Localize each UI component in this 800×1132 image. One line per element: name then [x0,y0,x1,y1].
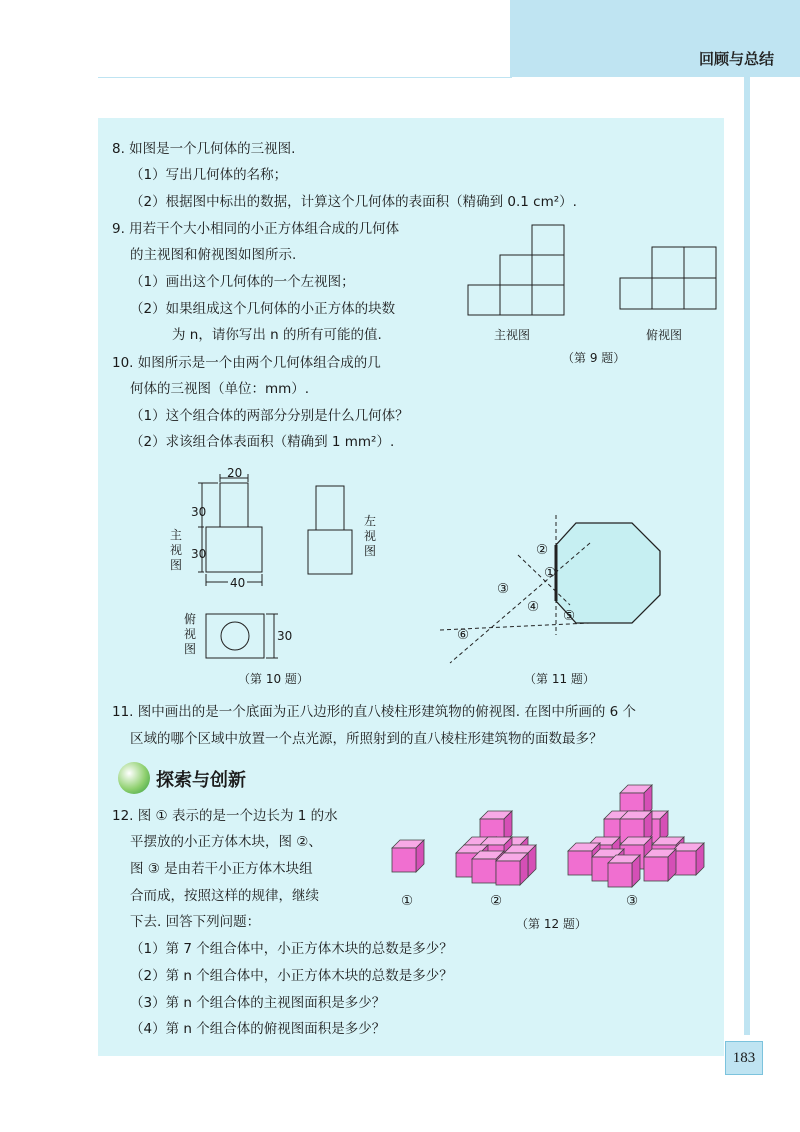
margin-bar [744,77,750,1035]
q11-caption: （第 11 题） [524,672,595,686]
q8-stem: 8. 如图是一个几何体的三视图. [112,141,296,157]
q12-part4: （4）第 n 个组合体的俯视图面积是多少？ [130,1021,386,1037]
q10-caption: （第 10 题） [238,672,309,686]
q11-region-5: ⑤ [563,608,576,624]
q11-region-3: ③ [497,581,510,597]
q9-front-view [466,224,566,316]
q9-part2a: （2）如果组成这个几何体的小正方体的块数 [130,301,396,317]
q10-left-label: 左视图 [364,514,377,558]
q9-caption: （第 9 题） [562,351,626,365]
q10-top-label: 俯视图 [184,612,197,656]
q10-line1: 10. 如图所示是一个由两个几何体组合成的几 [112,355,381,371]
q12-line1: 12. 图 ① 表示的是一个边长为 1 的水 [112,808,338,824]
q10-dim-20: 20 [227,466,243,480]
q12-part2: （2）第 n 个组合体中，小正方体木块的总数是多少？ [130,968,453,984]
q10-left-view [300,480,360,580]
q9-top-label: 俯视图 [646,328,683,342]
q10-line2: 何体的三视图（单位：mm）. [130,381,310,397]
q12-line2: 平摆放的小正方体木块，图 ②、 [130,834,322,850]
q11-region-2: ② [536,542,549,558]
q12-line3: 图 ③ 是由若干小正方体木块组 [130,861,313,877]
q11-line2: 区域的哪个区域中放置一个点光源，所照射到的直八棱柱形建筑物的面数最多？ [130,731,603,747]
q12-line4: 合而成，按照这样的规律，继续 [130,888,319,904]
q12-part3: （3）第 n 个组合体的主视图面积是多少？ [130,995,386,1011]
header-tab [510,0,800,77]
q10-dim-30-top: 30 [277,629,293,643]
q9-front-label: 主视图 [494,328,531,342]
q12-fig2-label: ② [490,893,503,909]
q11-region-6: ⑥ [457,627,470,643]
q10-part2: （2）求该组合体表面积（精确到 1 mm²）. [130,434,395,450]
q12-part1: （1）第 7 个组合体中，小正方体木块的总数是多少？ [130,941,453,957]
q11-line1: 11. 图中画出的是一个底面为正八边形的直八棱柱形建筑物的俯视图. 在图中所画的 6 个 [112,704,637,720]
q8-part2: （2）根据图中标出的数据，计算这个几何体的表面积（精确到 0.1 cm²）. [130,194,577,210]
q9-line2: 的主视图和俯视图如图所示. [130,247,297,263]
q11-octagon-figure [440,515,670,665]
q11-region-4: ④ [527,599,540,615]
header-rule [98,77,512,78]
section-icon [118,762,150,794]
q12-line5: 下去. 回答下列问题： [130,914,261,930]
q9-line1: 9. 用若干个大小相同的小正方体组合成的几何体 [112,221,400,237]
q12-caption: （第 12 题） [516,917,587,931]
q8-part1: （1）写出几何体的名称； [130,167,288,183]
q12-cube-figures [380,775,720,895]
q10-dim-40: 40 [230,576,246,590]
q10-dim-30-upper: 30 [191,505,207,519]
page-number: 183 [725,1041,763,1075]
section-title-text: 探索与创新 [156,770,246,791]
q9-top-view [618,246,718,310]
q10-part1: （1）这个组合体的两部分分别是什么几何体？ [130,408,409,424]
q9-part2b: 为 n，请你写出 n 的所有可能的值. [172,327,382,343]
q9-part1: （1）画出这个几何体的一个左视图； [130,274,355,290]
q10-dim-30-lower: 30 [191,547,207,561]
q10-front-label: 主视图 [170,528,183,572]
section-title: 回顾与总结 [698,50,774,68]
q12-fig1-label: ① [401,893,414,909]
q11-region-1: ① [544,565,557,581]
q12-fig3-label: ③ [626,893,639,909]
